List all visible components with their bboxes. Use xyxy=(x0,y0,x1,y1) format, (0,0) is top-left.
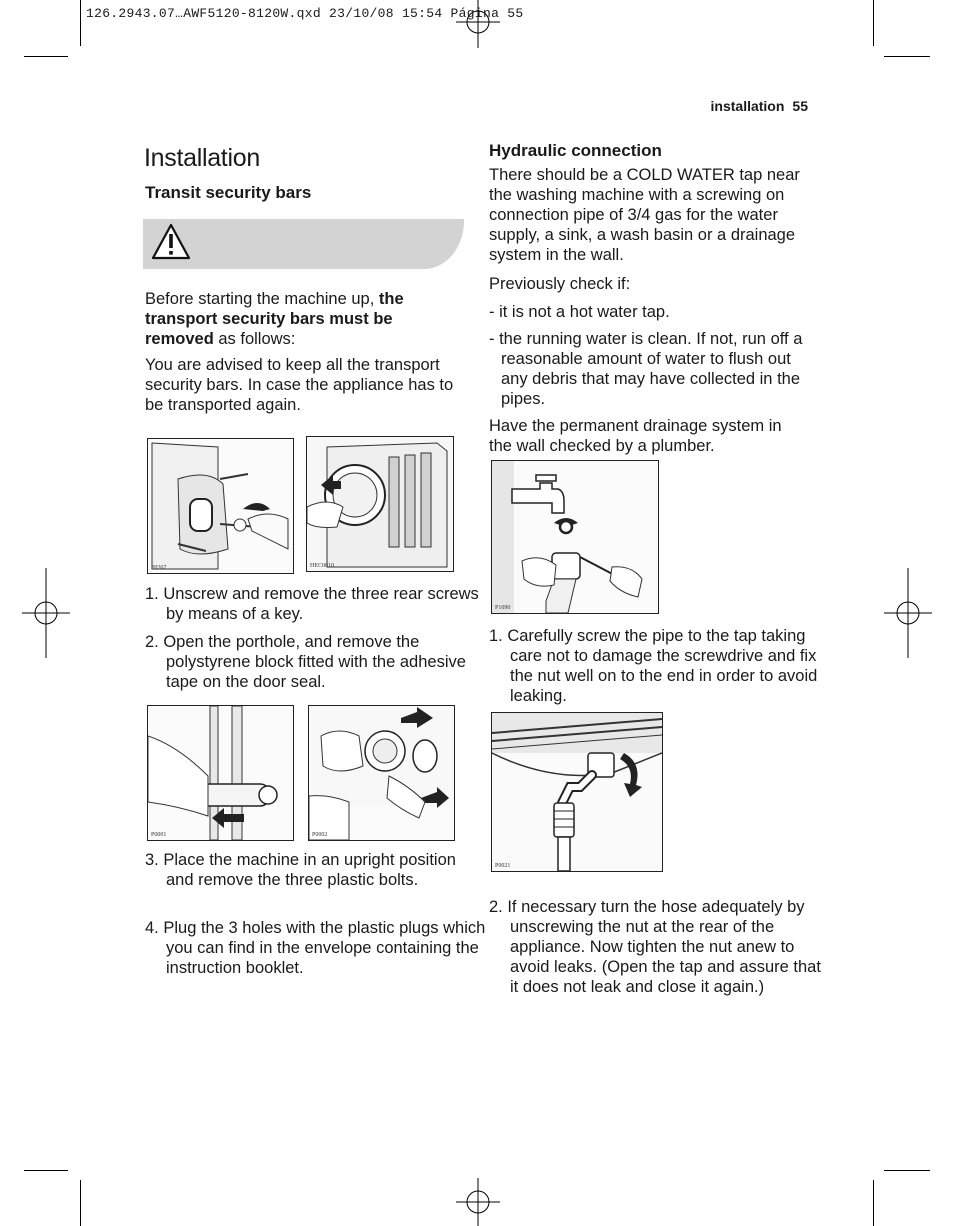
check-hot-water: - it is not a hot water tap. xyxy=(489,303,670,321)
advice-paragraph: You are advised to keep all the transport security bars. In case the appliance has to be transported again. xyxy=(145,356,454,414)
figure-code: HEC0010 xyxy=(310,563,334,569)
intro-paragraph: Before starting the machine up, the transport security bars must be removed as follows: xyxy=(145,290,404,348)
file-slug: 126.2943.07…AWF5120-8120W.qxd 23/10/08 15:54 Página 55 xyxy=(86,6,524,21)
step-2: 2. Open the porthole, and remove the polystyrene block fitted with the adhesive tape on the door seal. xyxy=(145,633,466,691)
tap-connection-illustration xyxy=(492,461,658,613)
hydraulic-step-2: 2. If necessary turn the hose adequately by unscrewing the nut at the rear of the appliance. Now tighten the nut anew to avoid leaks. (Open the tap and assure that it does not leak and close it again.) xyxy=(489,898,821,996)
step-4: 4. Plug the 3 holes with the plastic plugs which you can find in the envelope containing the instruction booklet. xyxy=(145,919,486,977)
intro-emphasis: the transport security bars must be removed xyxy=(145,290,404,348)
step-3: 3. Place the machine in an upright position and remove the three plastic bolts. xyxy=(145,851,456,889)
figure-tap-connection xyxy=(491,460,659,614)
plastic-bolts-illustration xyxy=(148,706,293,840)
page-title: Installation xyxy=(144,144,260,172)
figure-plastic-bolts xyxy=(147,705,294,841)
step-1: 1. Unscrew and remove the three rear screws by means of a key. xyxy=(145,585,479,623)
hydraulic-heading: Hydraulic connection xyxy=(489,141,662,160)
figure-rear-screws xyxy=(147,438,294,574)
transit-heading: Transit security bars xyxy=(145,183,312,202)
registration-mark-icon xyxy=(456,1176,500,1226)
warning-bar xyxy=(143,219,464,269)
figure-hose-nut xyxy=(491,712,663,872)
page-number: 55 xyxy=(792,98,808,114)
section-name: installation xyxy=(710,98,785,114)
registration-mark-icon xyxy=(884,568,932,658)
registration-mark-icon xyxy=(22,568,70,658)
figure-code: P1090 xyxy=(495,605,511,611)
figure-plastic-plugs xyxy=(308,705,455,841)
figure-code: P0021 xyxy=(495,863,511,869)
figure-code: P0001 xyxy=(151,832,167,838)
hydraulic-step-1: 1. Carefully screw the pipe to the tap taking care not to damage the screwdrive and fix the nut well on to the end in order to avoid leaking. xyxy=(489,627,818,705)
drainage-paragraph: Have the permanent drainage system in the wall checked by a plumber. xyxy=(489,417,782,455)
hose-nut-illustration xyxy=(492,713,662,871)
running-head xyxy=(711,98,808,114)
hydraulic-paragraph: There should be a COLD WATER tap near the washing machine with a screwing on connection pipe of 3/4 gas for the water supply, a sink, a wash basin or a drainage system in the wall. xyxy=(489,166,800,264)
rear-screws-illustration xyxy=(148,439,293,573)
check-intro: Previously check if: xyxy=(489,275,631,293)
figure-code: P0267 xyxy=(151,565,167,571)
plastic-plugs-illustration xyxy=(309,706,454,840)
porthole-illustration xyxy=(307,437,453,571)
check-clean-water: - the running water is clean. If not, run off a reasonable amount of water to flush out any debris that may have collected in the pipes. xyxy=(489,330,803,408)
figure-code: P0002 xyxy=(312,832,328,838)
warning-triangle-icon xyxy=(151,223,191,261)
figure-porthole xyxy=(306,436,454,572)
